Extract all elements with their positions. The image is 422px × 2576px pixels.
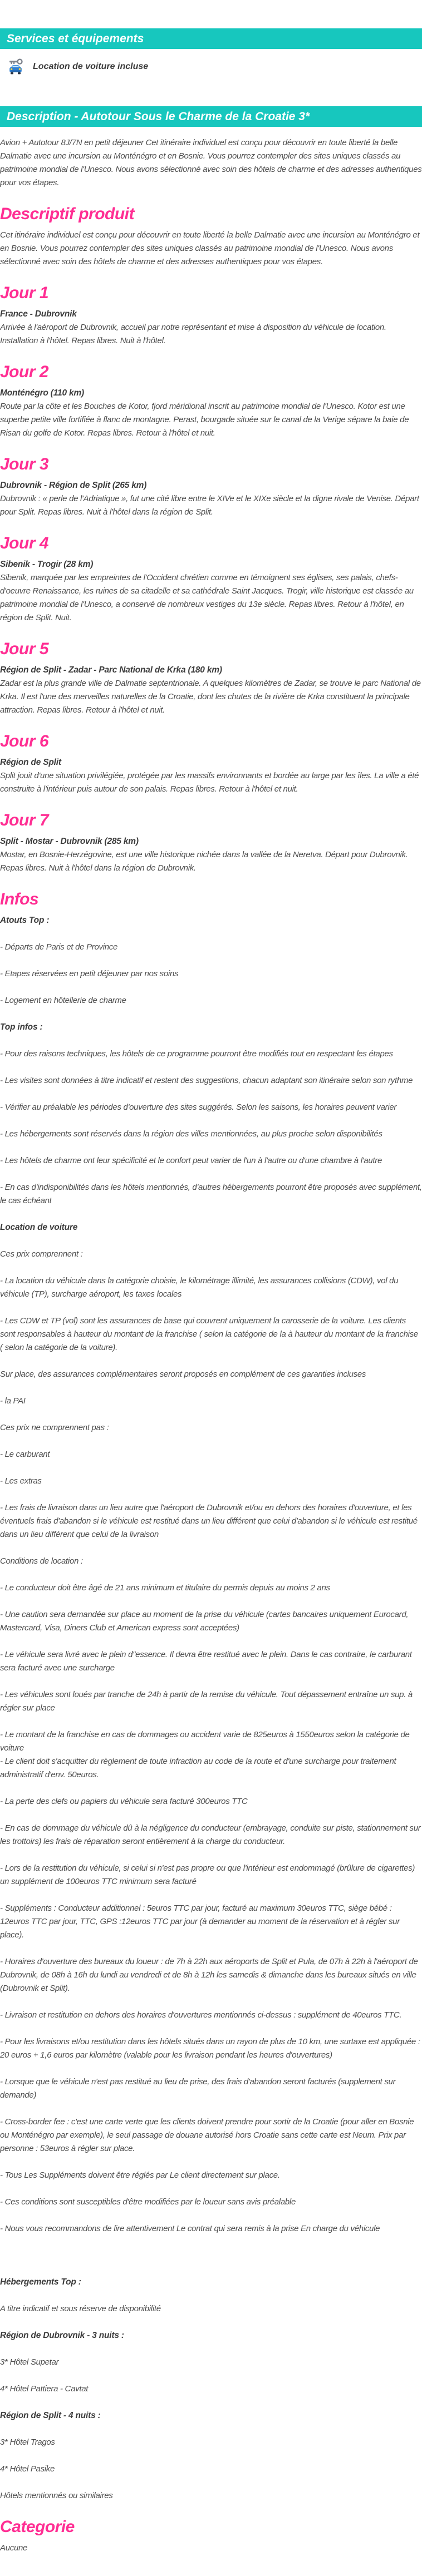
paragraph: 3* Hôtel Tragos: [0, 2437, 55, 2447]
paragraph: - Etapes réservées en petit déjeuner par nos soins: [0, 969, 179, 978]
paragraph: - la PAI: [0, 1396, 26, 1406]
section-heading-jour-7: Jour 7: [0, 811, 49, 829]
paragraph: - Horaires d'ouverture des bureaux du loueur : de 7h à 22h aux aéroports de Split et Pula, de 07h à 22h à l'aéroport de Dubrovnik, de 08h à 16h du lundi au vendredi et de 8h à 12h les samedis & dimanche dans les bureaux situés en ville (Dubrovnik et Split).: [0, 1957, 418, 1993]
paragraph: Avion + Autotour 8J/7N en petit déjeuner Cet itinéraire individuel est conçu pour découvrir en toute liberté la belle Dalmatie avec une incursion au Monténégro et en Bosnie. Vous pourrez contempler des sites uniques classés au patrimoine mondial de l'Unesco. Nous avons sélectionné avec soin des hôtels de charme et des adresses authentiques pour vos étapes.: [0, 138, 422, 187]
paragraph: - Les visites sont données à titre indicatif et restent des suggestions, chacun adaptant son itinéraire selon son rythme: [0, 1076, 413, 1085]
paragraph: Cet itinéraire individuel est conçu pour découvrir en toute liberté la belle Dalmatie avec une incursion au Monténégro et en Bosnie. Vous pourrez contempler des sites uniques classés au patrimoine mondial de l'Unesco. Nous avons sélectionné avec soin des hôtels de charme et des adresses authentiques pour vos étapes.: [0, 230, 420, 266]
paragraph: - La location du véhicule dans la catégorie choisie, le kilométrage illimité, les assurances collisions (CDW), vol du véhicule (TP), surcharge aéroport, les taxes locales: [0, 1276, 399, 1299]
banner-title: Description - Autotour Sous le Charme de la Croatie 3*: [7, 110, 310, 123]
paragraph: 4* Hôtel Pattiera - Cavtat: [0, 2384, 89, 2394]
paragraph: Split jouit d'une situation privilégiée, protégée par les massifs environnants et bordée au large par les îles. La ville a été construite à l'intérieur puis autour de son palais. Repas libres. Retour à l'hôtel et nuit.: [0, 771, 419, 794]
paragraph: Route par la côte et les Bouches de Kotor, fjord méridional inscrit au patrimoine mondial de l'Unesco. Kotor est une superbe petite ville fortifiée à flanc de montagne. Perast, bourgade située sur le canal de la Verige sépare la baie de Risan du golfe de Kotor. Repas libres. Retour à l'hôtel et nuit.: [0, 402, 409, 438]
paragraph: - Les extras: [0, 1476, 42, 1486]
paragraph: - Livraison et restitution en dehors des horaires d'ouvertures mentionnés ci-dessus : supplément de 40euros TTC.: [0, 2010, 402, 2020]
feature-label: Location de voiture incluse: [33, 62, 149, 71]
paragraph: - Les CDW et TP (vol) sont les assurances de base qui couvrent uniquement la carosserie de la voiture. Les clients sont responsables à hauteur du montant de la franchise ( selon la catégorie de la à hauteur du montant de la franchise ( selon la catégorie de la voiture).: [0, 1316, 418, 1352]
paragraph: Conditions de location :: [0, 1556, 83, 1566]
paragraph: - Une caution sera demandée sur place au moment de la prise du véhicule (cartes bancaires uniquement Eurocard, Mastercard, Visa, Diners Club et American express sont acceptées): [0, 1610, 409, 1633]
section-heading-jour-5: Jour 5: [0, 640, 49, 658]
paragraph: Aucune: [0, 2543, 28, 2553]
paragraph: 4* Hôtel Pasike: [0, 2464, 55, 2474]
subheading-montenegro-110-km: Monténégro (110 km): [0, 388, 84, 398]
paragraph: - Suppléments : Conducteur additionnel : 5euros TTC par jour, facturé au maximum 30euros TTC, siège bébé : 12euros TTC par jour, TTC, GPS :12euros TTC par jour (à demander au moment de la réservation et à régler sur place).: [0, 1903, 400, 1940]
section-heading-jour-1: Jour 1: [0, 284, 49, 302]
subheading-top-infos: Top infos :: [0, 1022, 43, 1032]
paragraph: Hôtels mentionnés ou similaires: [0, 2491, 113, 2500]
paragraph: - Le montant de la franchise en cas de dommages ou accident varie de 825euros à 1550euros selon la catégorie de voiture: [0, 1730, 410, 1753]
paragraph: - Les frais de livraison dans un lieu autre que l'aéroport de Dubrovnik et/ou en dehors des horaires d'ouverture, et les éventuels frais d'abandon si le véhicule est restitué dans un lieu différent que celui d'abandon si le véhicule est restitué dans un lieu différent que celui de la livraison: [0, 1503, 418, 1539]
feature-row: [0, 58, 422, 75]
paragraph: Dubrovnik : « perle de l'Adriatique », fut une cité libre entre le XIVe et le XIXe siècle et la digne rivale de Venise. Départ pour Split. Repas libres. Nuit à l'hôtel dans la région de Split.: [0, 494, 419, 517]
section-heading-jour-4: Jour 4: [0, 534, 49, 552]
paragraph: - En cas de dommage du véhicule dû à la négligence du conducteur (embrayage, conduite sur piste, stationnement sur les trottoirs) les frais de réparation seront entièrement à la charge du conducteur.: [0, 1823, 421, 1846]
section-heading-jour-6: Jour 6: [0, 732, 49, 750]
section-banner-description-autotour-sous-le-charme-de-l: [0, 106, 422, 127]
paragraph: - Le client doit s'acquitter du règlement de toute infraction au code de la route et d'une surcharge pour traitement administratif d'env. 50euros.: [0, 1757, 396, 1779]
paragraph: - Pour les livraisons et/ou restitution dans les hôtels situés dans un rayon de plus de 10 km, une surtaxe est appliquée : 20 euros + 1,6 euros par kilomètre (valable pour les livraison pendant les heures d'ouvertures): [0, 2037, 420, 2060]
paragraph: Ces prix comprennent :: [0, 1249, 83, 1259]
subheading-atouts-top: Atouts Top :: [0, 916, 50, 925]
section-heading-jour-2: Jour 2: [0, 363, 49, 381]
paragraph: - Vérifier au préalable les périodes d'ouverture des sites suggérés. Selon les saisons, les horaires peuvent varier: [0, 1102, 397, 1112]
subheading-region-de-split-4-nuits: Région de Split - 4 nuits :: [0, 2411, 101, 2420]
paragraph: - Logement en hôtellerie de charme: [0, 996, 126, 1005]
paragraph: Sur place, des assurances complémentaires seront proposés en complément de ces garanties incluses: [0, 1369, 366, 1379]
paragraph: - Départs de Paris et de Province: [0, 942, 118, 952]
paragraph: 3* Hôtel Supetar: [0, 2357, 59, 2367]
car-rental-icon: [8, 58, 23, 75]
section-heading-jour-3: Jour 3: [0, 455, 49, 473]
section-heading-infos: Infos: [0, 890, 39, 908]
paragraph: Mostar, en Bosnie-Herzégovine, est une ville historique nichée dans la vallée de la Neretva. Départ pour Dubrovnik. Repas libres. Nuit à l'hôtel dans la région de Dubrovnik.: [0, 850, 408, 873]
banner-title: Services et équipements: [7, 32, 144, 45]
paragraph: - Le conducteur doit être âgé de 21 ans minimum et titulaire du permis depuis au moins 2 ans: [0, 1583, 330, 1593]
subheading-split-mostar-dubrovnik-285-km: Split - Mostar - Dubrovnik (285 km): [0, 837, 139, 846]
subheading-france-dubrovnik: France - Dubrovnik: [0, 309, 77, 319]
paragraph: - Nous vous recommandons de lire attentivement Le contrat qui sera remis à la prise En charge du véhicule: [0, 2224, 380, 2233]
paragraph: Arrivée à l'aéroport de Dubrovnik, accueil par notre représentant et mise à disposition du véhicule de location. Installation à l'hôtel. Repas libres. Nuit à l'hôtel.: [0, 323, 386, 345]
paragraph: Ces prix ne comprennent pas :: [0, 1423, 109, 1432]
subheading-hebergements-top: Hébergements Top :: [0, 2277, 81, 2287]
paragraph: - Le véhicule sera livré avec le plein d"essence. Il devra être restitué avec le plein. Dans le cas contraire, le carburant sera facturé avec une surcharge: [0, 1650, 412, 1673]
paragraph: - Lorsque que le véhicule n'est pas restitué au lieu de prise, des frais d'abandon seront facturés (supplement sur demande): [0, 2077, 396, 2100]
section-heading-descriptif-produit: Descriptif produit: [0, 205, 135, 223]
subheading-dubrovnik-region-de-split-265-km: Dubrovnik - Région de Split (265 km): [0, 481, 147, 490]
subheading-location-de-voiture: Location de voiture: [0, 1223, 78, 1232]
paragraph: - En cas d'indisponibilités dans les hôtels mentionnés, d'autres hébergements pourront être proposés avec supplément, le cas échéant: [0, 1183, 422, 1205]
paragraph: - Lors de la restitution du véhicule, si celui si n'est pas propre ou que l'intérieur est endommagé (brûlure de cigarettes) un supplément de 100euros TTC minimum sera facturé: [0, 1863, 415, 1886]
paragraph: - Tous Les Suppléments doivent être réglés par Le client directement sur place.: [0, 2170, 280, 2180]
paragraph: - La perte des clefs ou papiers du véhicule sera facturé 300euros TTC: [0, 1797, 248, 1806]
paragraph: - Pour des raisons techniques, les hôtels de ce programme pourront être modifiés tout en respectant les étapes: [0, 1049, 393, 1059]
section-heading-categorie: Categorie: [0, 2518, 75, 2536]
paragraph: - Les hébergements sont réservés dans la région des villes mentionnées, au plus proche selon disponibilités: [0, 1129, 382, 1139]
subheading-sibenik-trogir-28-km: Sibenik - Trogir (28 km): [0, 560, 94, 569]
paragraph: Sibenik, marquée par les empreintes de l'Occident chrétien comme en témoignent ses églises, ses palais, chefs-d'oeuvre Renaissance, les ruines de sa citadelle et sa cathédrale Saint Jacques. Trogir, ville historique est classée au patrimoine mondial de l'Unesco, a conservé de nombreux vestiges du 13e siècle. Repas libres. Retour à l'hôtel, en région de Split. Nuit.: [0, 573, 414, 622]
paragraph: - Le carburant: [0, 1450, 50, 1459]
paragraph: - Cross-border fee : c'est une carte verte que les clients doivent prendre pour sortir de la Croatie (pour aller en Bosnie ou Monténégro par exemple), le seul passage de douane autorisé hors Croatie sans cette carte est Neum. Prix par personne : 53euros à régler sur place.: [0, 2117, 414, 2153]
subheading-region-de-split-zadar-parc-national-de-k: Région de Split - Zadar - Parc National de Krka (180 km): [0, 665, 222, 675]
section-banner-services-et-equipements: [0, 28, 422, 49]
paragraph: - Les véhicules sont loués par tranche de 24h à partir de la remise du véhicule. Tout dépassement entraîne un sup. à régler sur place: [0, 1690, 413, 1713]
content: [0, 28, 422, 2555]
paragraph: - Ces conditions sont susceptibles d'être modifiées par le loueur sans avis préalable: [0, 2197, 296, 2207]
paragraph: - Les hôtels de charme ont leur spécificité et le confort peut varier de l'un à l'autre ou d'une chambre à l'autre: [0, 1156, 382, 1165]
spacer: [0, 2249, 422, 2276]
paragraph: Zadar est la plus grande ville de Dalmatie septentrionale. A quelques kilomètres de Zadar, se trouve le parc National de Krka. Il est l'une des merveilles naturelles de la Croatie, dont les chutes de la rivière de Krka constituent la principale attraction. Repas libres. Retour à l'hôtel et nuit.: [0, 679, 421, 715]
paragraph: A titre indicatif et sous réserve de disponibilité: [0, 2304, 161, 2313]
subheading-region-de-dubrovnik-3-nuits: Région de Dubrovnik - 3 nuits :: [0, 2331, 124, 2340]
subheading-region-de-split: Région de Split: [0, 758, 61, 767]
